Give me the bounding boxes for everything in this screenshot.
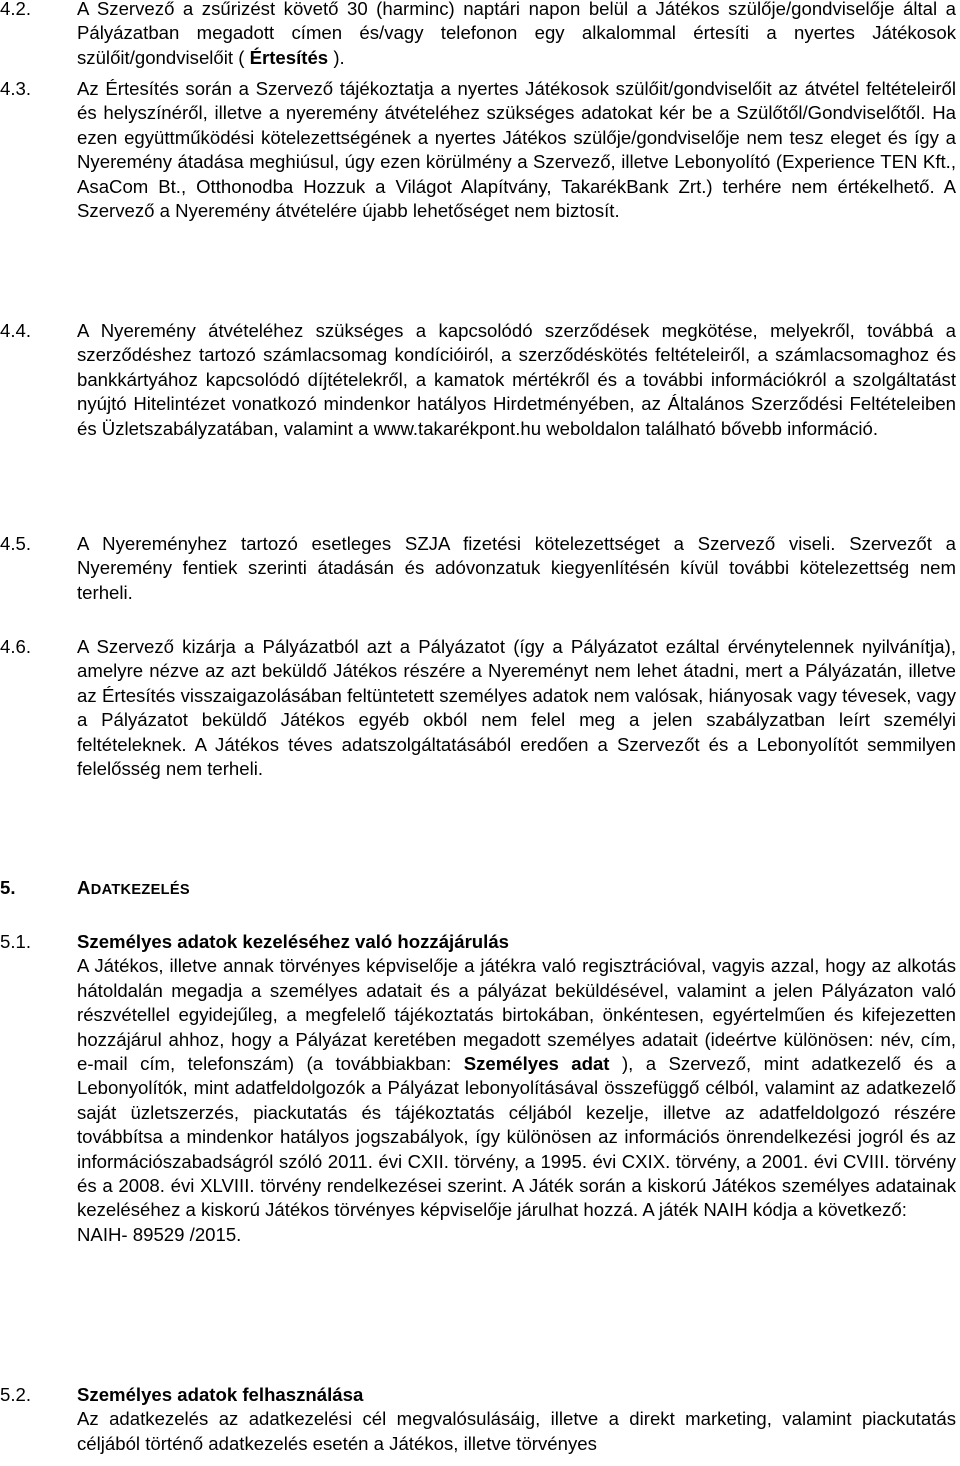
paragraph-body: A Nyereményhez tartozó esetleges SZJA fizetési kötelezettséget a Szervező viseli. Szervezőt a Nyeremény fentiek szerinti átadásán és adóvonzatuk kiegyenlítésén kívül további kötelezettség nem terheli. xyxy=(77,533,956,603)
paragraph-number: 4.3. xyxy=(0,78,32,99)
paragraph-number: 5.1. xyxy=(0,931,32,952)
paragraph-body: Személyes adatok felhasználása Az adatkezelés az adatkezelési cél megvalósulásáig, illetve a direkt marketing, valamint piackutatás céljából történő adatkezelés esetén a Játékos, illetve törvényes xyxy=(77,1384,956,1454)
paragraph-body: Az Értesítés során a Szervező tájékoztatja a nyertes Játékosok szülőit/gondviselőit az átvétel feltételeiről és helyszínéről, illetve a nyeremény átvételéhez szükséges adatokat kér be a Szülőtől/Gondviselőtől. Ha ezen együttműködési kötelezettségének a nyertes Játékos szülője/gondviselője nem tesz eleget és így a Nyeremény átadása meghiúsul, úgy ezen körülmény a Szervező, illetve Lebonyolító (Experience TEN Kft., AsaCom Bt., Otthonodba Hozzuk a Világot Alapítvány, TakarékBank Zrt.) terhére nem értékelhető. A Szervező a Nyeremény átvételére újabb lehetőséget nem biztosít. xyxy=(77,78,956,222)
defined-term: Értesítés xyxy=(249,46,329,68)
subsection-title: Személyes adatok felhasználása xyxy=(77,1384,364,1405)
defined-term: Személyes adat xyxy=(463,1053,610,1075)
paragraph-4-2 xyxy=(0,0,956,70)
paragraph-body: A Szervező a zsűrizést követő 30 (harminc) naptári napon belül a Játékos szülője/gondviselője által a Pályázatban megadott címen és/vagy telefonon egy alkalommal értesíti a nyertes Játékosok szülőit/gondviselőit ( Értesítés ). xyxy=(77,0,956,68)
paragraph-number: 4.2. xyxy=(0,0,32,19)
naih-code: NAIH- 89529 /2015. xyxy=(77,1223,242,1245)
paragraph-4-6 xyxy=(0,635,956,781)
paragraph-number: 4.5. xyxy=(0,533,32,554)
paragraph-body: A Nyeremény átvételéhez szükséges a kapcsolódó szerződések megkötése, melyekről, továbbá a szerződéshez tartozó számlacsomag kondícióiról, a szerződéskötés feltételeiről, a számlacsomaghoz és bankkártyához kapcsolódó díjtételekről, a kamatok mértékről és a további információkról a szolgáltatást nyújtó Hitelintézet vonatkozó mindenkor hatályos Hirdetményében, az Általános Szerződési Feltételeiben és Üzletszabályzatában, valamint a www.takarékpont.hu weboldalon található bővebb információ. xyxy=(77,320,956,439)
paragraph-number: 5.2. xyxy=(0,1384,32,1405)
paragraph-body: A Szervező kizárja a Pályázatból azt a Pályázatot (így a Pályázatot ezáltal érvénytelennek nyilvánítja), amelyre nézve az azt beküldő Játékos részére a Nyereményt nem lehet átadni, mert a Pályázatán, illetve az Értesítés visszaigazolásában feltüntetett személyes adatok nem valósak, hiányosak vagy tévesek, vagy a Pályázatot beküldő Játékos egyéb okból nem felel meg a jelen szabályzatban leírt személyi feltételeknek. A Játékos téves adatszolgáltatásából eredően a Szervezőt és a Lebonyolítót semmilyen felelősség nem terheli. xyxy=(77,636,956,780)
paragraph-4-4 xyxy=(0,319,956,441)
section-heading-5 xyxy=(0,876,956,902)
paragraph-5-1 xyxy=(0,930,956,1247)
paragraph-5-2 xyxy=(0,1383,956,1456)
subsection-title: Személyes adatok kezeléséhez való hozzájárulás xyxy=(77,931,510,952)
section-title: ADATKEZELÉS xyxy=(77,877,190,898)
paragraph-number: 4.6. xyxy=(0,636,32,657)
paragraph-number: 4.4. xyxy=(0,320,32,341)
section-number: 5. xyxy=(0,877,16,898)
paragraph-4-5 xyxy=(0,532,956,605)
paragraph-4-3 xyxy=(0,77,956,223)
paragraph-body: Személyes adatok kezeléséhez való hozzájárulás A Játékos, illetve annak törvényes képviselője a játékra való regisztrációval, vagyis azzal, hogy az alkotás hátoldalán megadja a személyes adatait és a pályázat beküldésével, valamint a jelen Pályázaton való részvétellel egyidejűleg, a megfelelő tájékoztatás birtokában, önkéntesen, egyértelműen és kifejezetten hozzájárul ahhoz, hogy a Pályázat keretében megadott személyes adatait (ideértve különösen: név, cím, e-mail cím, telefonszám) (a továbbiakban: Személyes adat ), a Szervező, mint adatkezelő és a Lebonyolítók, mint adatfeldolgozók a Pályázat lebonyolításával összefüggő célból, valamint az adatkezelő saját üzletszerzés, piackutatás és tájékoztatás céljából kezelje, illetve az adatfeldolgozó részére továbbítsa a mindenkor hatályos jogszabályok, így különösen az információs önrendelkezési jogról és az információszabadságról szóló 2011. évi CXII. törvény, a 1995. évi CXIX. törvény, a 2001. évi CVIII. törvény és a 2008. évi XLVIII. törvény rendelkezései szerint. A Játék során a kiskorú Játékos személyes adatainak kezeléséhez a kiskorú Játékos törvényes képviselője járulhat hozzá. A játék NAIH kódja a következő: NAIH- 89529 /2015. xyxy=(77,930,956,1247)
